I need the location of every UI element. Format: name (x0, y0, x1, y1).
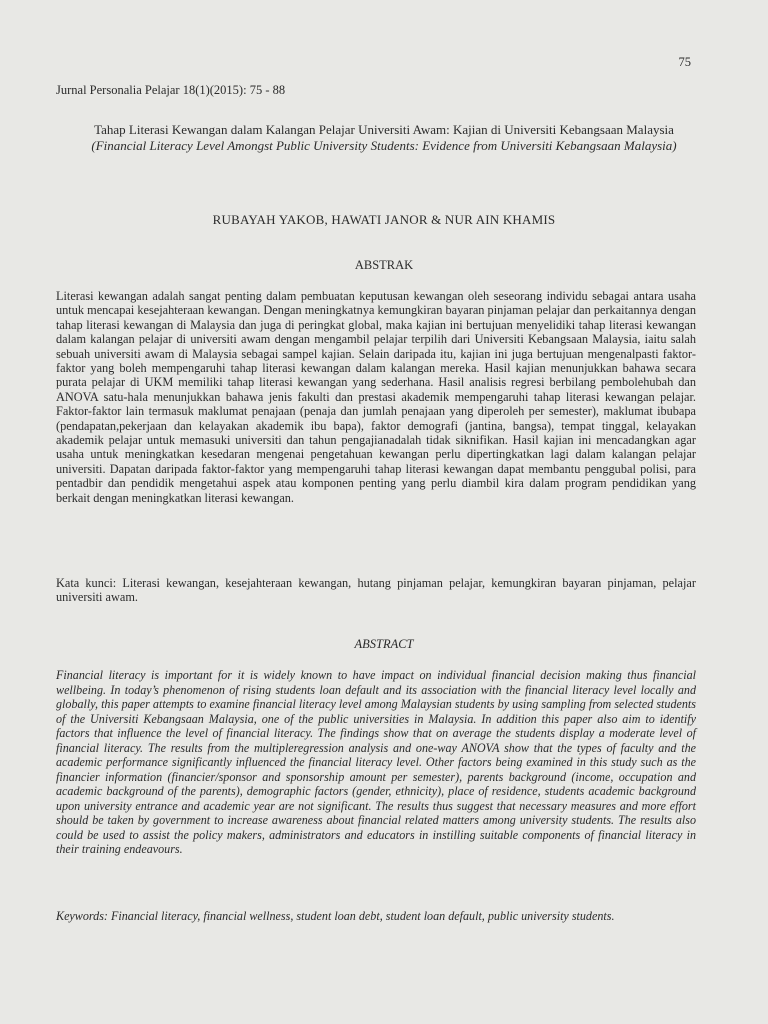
abstrak-heading: ABSTRAK (354, 258, 414, 272)
title-english: (Financial Literacy Level Amongst Public University Students: Evidence from Universiti Kebangsaan Malaysia) (91, 137, 677, 153)
abstract-body: Financial literacy is important for it is widely known to have impact on individual financial decision making thus financial wellbeing. In today’s phenomenon of rising students loan default and its association with the financial literacy level locally and globally, this paper attempts to examine financial literacy level among Malaysian students by using sampling from selected students of the Universiti Kebangsaan Malaysia, one of the public universities in Malaysia. In addition this paper also aim to identify factors that influence the level of financial literacy. The findings show that on average the students display a moderate level of financial literacy. The results from the multipleregression analysis and one-way ANOVA show that the types of faculty and the academic performance significantly influenced the financial literacy level. Other factors being examined in this study such as the financier information (financier/sponsor and sponsorship amount per semester), parents background (income, occupation and academic background of the parents), demographic factors (gender, ethnicity), place of residence, students academic background upon university entrance and academic year are not significant. The results thus suggest that necessary measures and more effort should be taken by government to increase awareness about financial related matters among university students. The results also could be used to assist the policy makers, administrators and educators in instilling suitable components of financial literacy in their training endeavours. (56, 668, 696, 856)
abstrak-keywords: Kata kunci: Literasi kewangan, kesejahteraan kewangan, hutang pinjaman pelajar, kemungkiran bayaran pinjaman, pelajar universiti awam. (56, 576, 696, 605)
title-malay: Tahap Literasi Kewangan dalam Kalangan Pelajar Universiti Awam: Kajian di Universiti Kebangsaan Malaysia (94, 122, 674, 137)
paper-title (56, 122, 712, 153)
page-number: 75 (678, 55, 691, 69)
journal-citation: Jurnal Personalia Pelajar 18(1)(2015): 75 - 88 (56, 83, 286, 97)
abstrak-body: Literasi kewangan adalah sangat penting dalam pembuatan keputusan kewangan oleh seseorang individu sebagai antara usaha untuk mencapai kesejahteraan kewangan. Dengan meningkatnya kemungkiran bayaran pinjaman pelajar dan perkaitannya dengan tahap literasi kewangan di Malaysia dan juga di peringkat global, maka kajian ini bertujuan menyelidiki tahap literasi kewangan dalam kalangan pelajar di universiti awam dengan mengambil pelajar terpilih dari Universiti Kebangsaan Malaysia, iaitu salah sebuah universiti awam di Malaysia sebagai sampel kajian. Selain daripada itu, kajian ini juga bertujuan mengenalpasti faktor-faktor yang boleh mempengaruhi tahap literasi kewangan dalam kalangan mereka. Hasil kajian menunjukkan bahawa secara purata pelajar di UKM memiliki tahap literasi kewangan yang sederhana. Hasil analisis regresi berbilang pembolehubah dan ANOVA satu-hala menunjukkan bahawa jenis fakulti dan prestasi akademik mempengaruhi tahap literasi kewangan pelajar. Faktor-faktor lain termasuk maklumat penajaan (penaja dan jumlah penajaan yang diperoleh per semester), maklumat ibubapa (pendapatan,pekerjaan dan kelayakan akademik ibu bapa), faktor demografi (jantina, bangsa), tempat tinggal, kelayakan akademik pelajar untuk memasuki universiti dan tahun pengajianadalah tidak siknifikan. Hasil kajian ini mencadangkan agar usaha untuk meningkatkan kesedaran mengenai pengetahuan kewangan perlu dipertingkatkan lagi dalam kalangan pelajar universiti. Dapatan daripada faktor-faktor yang mempengaruhi tahap literasi kewangan dapat membantu penggubal polisi, para pentadbir dan pendidik mengetahui aspek atau komponen penting yang perlu diambil kira dalam program pendidikan yang berkait dengan meningkatkan literasi kewangan. (56, 289, 696, 505)
abstract-keywords: Keywords: Financial literacy, financial wellness, student loan debt, student loan default, public university students. (56, 909, 615, 923)
abstract-heading: ABSTRACT (354, 637, 414, 651)
author-list: RUBAYAH YAKOB, HAWATI JANOR & NUR AIN KHAMIS (212, 212, 556, 227)
